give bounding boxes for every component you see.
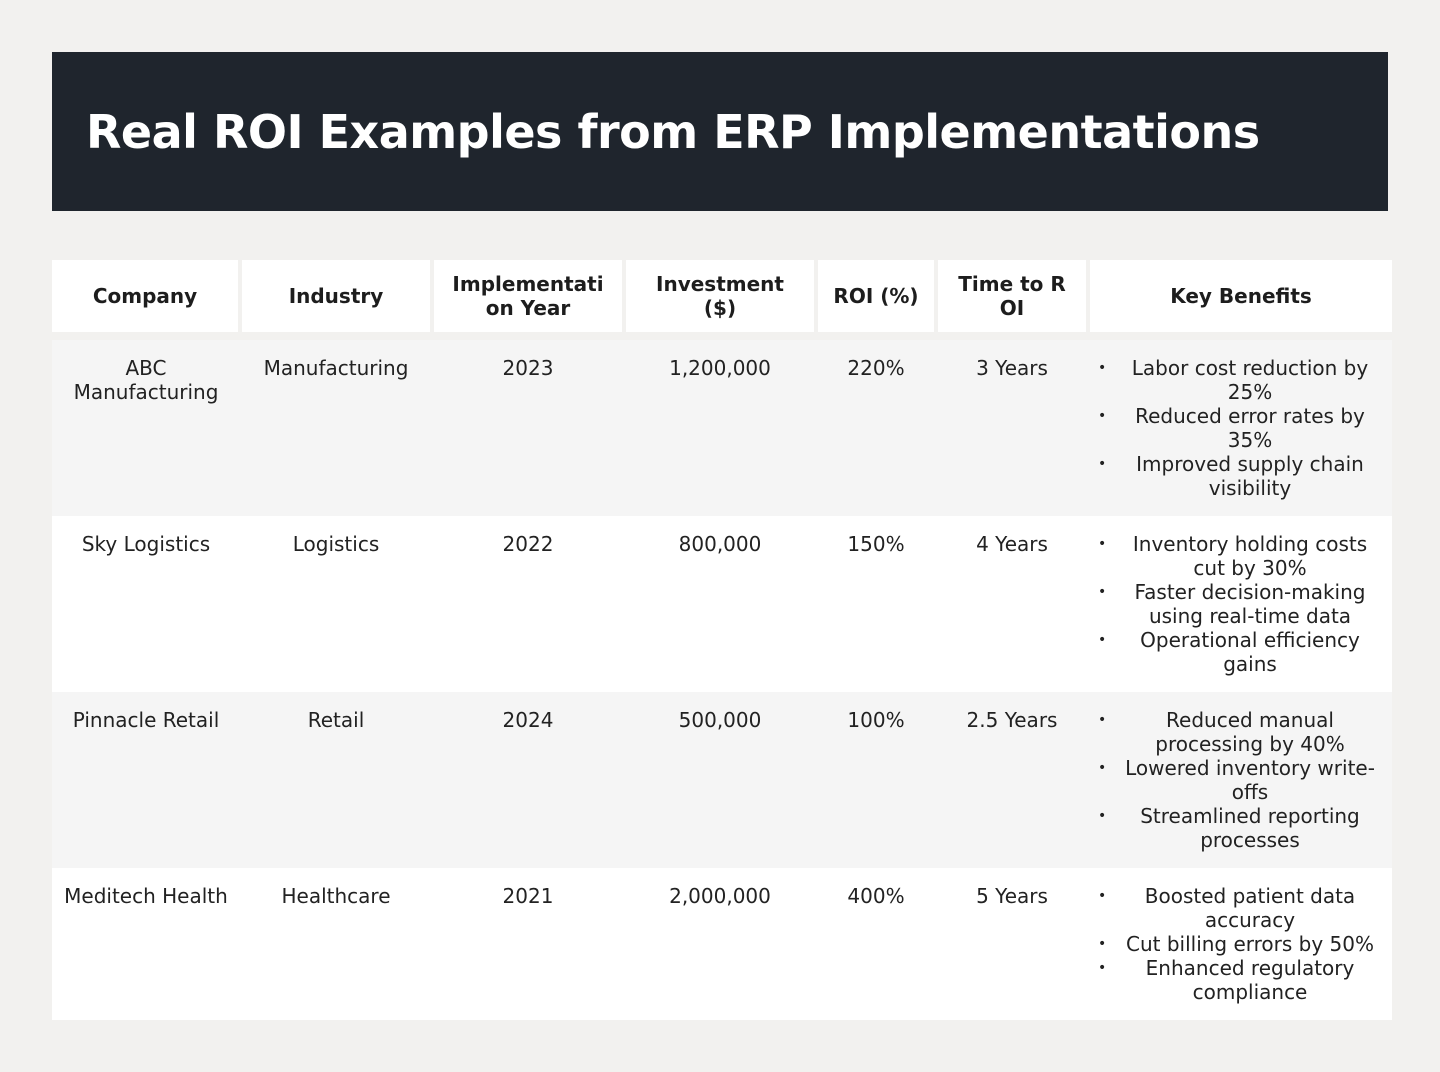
column-header-investment: Investment ($)	[624, 260, 816, 332]
company-cell: Pinnacle Retail	[52, 692, 240, 868]
table-body	[52, 332, 1392, 1020]
industry-cell: Retail	[240, 692, 432, 868]
table-row	[52, 340, 1392, 516]
industry-cell: Healthcare	[240, 868, 432, 1020]
bullet-icon: •	[1098, 456, 1107, 472]
table-row	[52, 868, 1392, 1020]
benefit-item	[1096, 804, 1384, 852]
time-to-roi-cell: 4 Years	[936, 516, 1088, 692]
benefit-list	[1096, 708, 1384, 852]
column-header-implementation-year: Implementation Year	[432, 260, 624, 332]
key-benefits-cell	[1088, 516, 1392, 692]
benefit-item	[1096, 580, 1384, 628]
benefit-text: Reduced manual processing by 40%	[1155, 708, 1345, 756]
bullet-icon: •	[1098, 584, 1107, 600]
year-cell: 2021	[432, 868, 624, 1020]
bullet-icon: •	[1098, 760, 1107, 776]
benefit-item	[1096, 756, 1384, 804]
roi-cell: 100%	[816, 692, 936, 868]
time-to-roi-cell: 2.5 Years	[936, 692, 1088, 868]
benefit-list	[1096, 356, 1384, 500]
roi-cell: 150%	[816, 516, 936, 692]
benefit-item	[1096, 708, 1384, 756]
investment-cell: 800,000	[624, 516, 816, 692]
benefit-text: Reduced error rates by 35%	[1135, 404, 1365, 452]
benefit-text: Labor cost reduction by 25%	[1131, 356, 1369, 404]
year-cell: 2024	[432, 692, 624, 868]
benefit-text: Inventory holding costs cut by 30%	[1132, 532, 1368, 580]
benefit-item	[1096, 932, 1384, 956]
benefit-item	[1096, 452, 1384, 500]
column-header-industry: Industry	[240, 260, 432, 332]
company-cell: ABC Manufacturing	[52, 340, 240, 516]
bullet-icon: •	[1098, 888, 1107, 904]
benefit-text: Lowered inventory write-offs	[1125, 756, 1375, 804]
key-benefits-cell	[1088, 340, 1392, 516]
year-cell: 2023	[432, 340, 624, 516]
industry-cell: Manufacturing	[240, 340, 432, 516]
roi-cell: 220%	[816, 340, 936, 516]
benefit-item	[1096, 884, 1384, 932]
benefit-list	[1096, 884, 1384, 1004]
title-banner	[52, 52, 1388, 211]
bullet-icon: •	[1098, 408, 1107, 424]
benefit-item	[1096, 532, 1384, 580]
investment-cell: 1,200,000	[624, 340, 816, 516]
table-row	[52, 692, 1392, 868]
page-title: Real ROI Examples from ERP Implementations	[86, 105, 1260, 159]
company-cell: Meditech Health	[52, 868, 240, 1020]
investment-cell: 500,000	[624, 692, 816, 868]
column-header-key-benefits: Key Benefits	[1088, 260, 1392, 332]
table-row	[52, 516, 1392, 692]
benefit-text: Boosted patient data accuracy	[1144, 884, 1356, 932]
benefit-text: Streamlined reporting processes	[1140, 804, 1360, 852]
table-header	[52, 260, 1392, 332]
bullet-icon: •	[1098, 632, 1107, 648]
column-header-roi: ROI (%)	[816, 260, 936, 332]
benefit-text: Operational efficiency gains	[1140, 628, 1360, 676]
benefit-item	[1096, 404, 1384, 452]
benefit-text: Enhanced regulatory compliance	[1145, 956, 1355, 1004]
column-header-company: Company	[52, 260, 240, 332]
header-row	[52, 260, 1392, 332]
benefit-item	[1096, 956, 1384, 1004]
roi-table	[52, 260, 1392, 1020]
key-benefits-cell	[1088, 692, 1392, 868]
column-header-time-to-roi: Time to ROI	[936, 260, 1088, 332]
year-cell: 2022	[432, 516, 624, 692]
bullet-icon: •	[1098, 712, 1107, 728]
key-benefits-cell	[1088, 868, 1392, 1020]
time-to-roi-cell: 5 Years	[936, 868, 1088, 1020]
benefit-list	[1096, 532, 1384, 676]
benefit-item	[1096, 628, 1384, 676]
bullet-icon: •	[1098, 936, 1107, 952]
benefit-text: Improved supply chain visibility	[1136, 452, 1364, 500]
benefit-text: Cut billing errors by 50%	[1125, 932, 1375, 956]
time-to-roi-cell: 3 Years	[936, 340, 1088, 516]
benefit-text: Faster decision-making using real-time data	[1134, 580, 1366, 628]
investment-cell: 2,000,000	[624, 868, 816, 1020]
bullet-icon: •	[1098, 808, 1107, 824]
benefit-item	[1096, 356, 1384, 404]
roi-cell: 400%	[816, 868, 936, 1020]
industry-cell: Logistics	[240, 516, 432, 692]
bullet-icon: •	[1098, 536, 1107, 552]
bullet-icon: •	[1098, 360, 1107, 376]
bullet-icon: •	[1098, 960, 1107, 976]
company-cell: Sky Logistics	[52, 516, 240, 692]
